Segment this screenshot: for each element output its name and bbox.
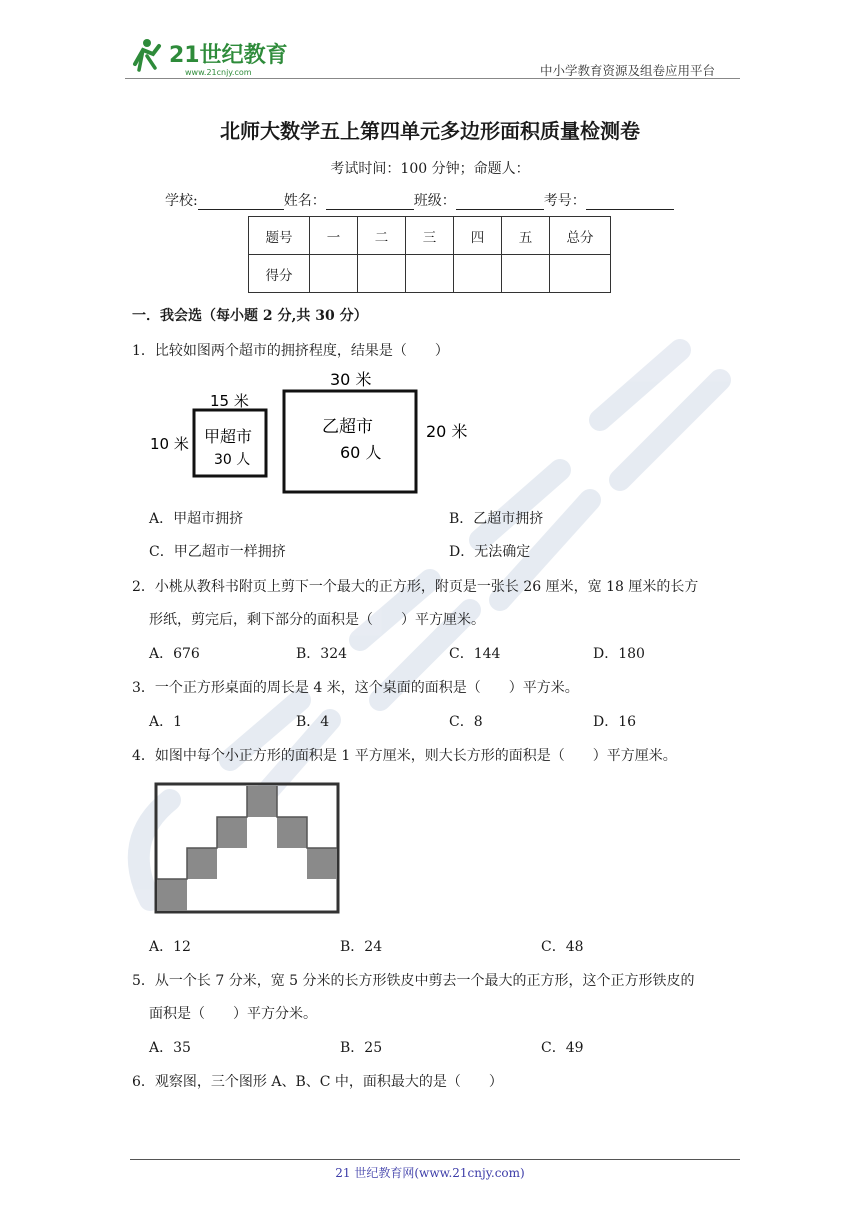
name-blank [326, 195, 414, 210]
score-cell: 总分 [550, 217, 611, 255]
option-b[interactable]: B．乙超市拥挤 [449, 511, 544, 527]
question-5 [132, 970, 695, 990]
supermarket-b-rect [284, 391, 416, 492]
question-number: 1． [132, 343, 155, 359]
footer-link[interactable]: 21 世纪教育网(www.21cnjy.com) [335, 1166, 525, 1180]
option-c[interactable]: C．144 [449, 646, 501, 662]
question-number: 6． [132, 1074, 155, 1090]
score-cell: 二 [358, 217, 406, 255]
score-value-row [249, 255, 611, 293]
question-text: 观察图，三个图形 A、B、C 中，面积最大的是（ ） [154, 1074, 503, 1090]
score-blank-cell[interactable] [454, 255, 502, 293]
supermarket-figure [140, 360, 480, 500]
option-c[interactable]: C．48 [541, 939, 584, 955]
question-number: 4． [132, 748, 155, 764]
score-cell: 五 [502, 217, 550, 255]
question-6 [132, 1071, 503, 1091]
shaded-square [157, 879, 187, 911]
score-cell: 一 [310, 217, 358, 255]
school-label: 学校: [165, 193, 198, 209]
student-info-line [165, 190, 674, 210]
question-text: 比较如图两个超市的拥挤程度，结果是（ ） [154, 343, 449, 359]
shaded-square [217, 817, 247, 848]
footer-divider [130, 1159, 740, 1160]
header-platform-text: 中小学教育资源及组卷应用平台 [540, 63, 716, 78]
question-text: 小桃从教科书附页上剪下一个最大的正方形，附页是一张长 26 厘米，宽 18 厘米的长方 [154, 579, 699, 595]
exam-subtitle: 考试时间：100 分钟；命题人： [330, 161, 530, 177]
option-c[interactable]: C．甲乙超市一样拥挤 [149, 544, 286, 560]
section-title: 一．我会选（每小题 2 分,共 30 分） [132, 308, 368, 324]
logo [125, 34, 295, 78]
option-c[interactable]: C．8 [449, 714, 483, 730]
number-blank [586, 195, 674, 210]
score-cell: 四 [454, 217, 502, 255]
question-4 [132, 745, 677, 765]
b-people: 60 人 [340, 443, 382, 462]
option-b[interactable]: B．4 [296, 714, 330, 730]
option-a[interactable]: A．676 [149, 646, 200, 662]
a-width-label: 15 米 [210, 392, 249, 410]
school-blank [198, 195, 284, 210]
option-d[interactable]: D．无法确定 [449, 544, 531, 560]
question-2 [132, 576, 698, 596]
score-blank-cell[interactable] [502, 255, 550, 293]
b-height-label: 20 米 [426, 422, 468, 441]
number-label: 考号： [543, 193, 586, 209]
score-blank-cell[interactable] [550, 255, 611, 293]
option-a[interactable]: A．1 [149, 714, 183, 730]
score-row-label: 得分 [249, 255, 310, 293]
question-text: 如图中每个小正方形的面积是 1 平方厘米，则大长方形的面积是（ ）平方厘米。 [154, 748, 677, 764]
option-a[interactable]: A．35 [149, 1040, 191, 1056]
score-blank-cell[interactable] [358, 255, 406, 293]
a-height-label: 10 米 [150, 435, 189, 453]
option-d[interactable]: D．180 [593, 646, 645, 662]
class-label: 班级： [413, 193, 456, 209]
option-b[interactable]: B．25 [340, 1040, 383, 1056]
score-blank-cell[interactable] [406, 255, 454, 293]
question-number: 3． [132, 680, 155, 696]
question-2-line-2: 形纸，剪完后，剩下部分的面积是（ ）平方厘米。 [149, 612, 485, 628]
option-d[interactable]: D．16 [593, 714, 637, 730]
header-divider [125, 78, 740, 79]
score-header-row [249, 217, 611, 255]
score-blank-cell[interactable] [310, 255, 358, 293]
option-c[interactable]: C．49 [541, 1040, 584, 1056]
score-cell: 题号 [249, 217, 310, 255]
question-1 [132, 340, 449, 360]
grid-rectangle-figure [150, 780, 345, 916]
b-name: 乙超市 [322, 417, 373, 437]
shaded-square [307, 848, 337, 879]
question-text: 从一个长 7 分米，宽 5 分米的长方形铁皮中剪去一个最大的正方形，这个正方形铁皮的 [154, 973, 695, 989]
question-text: 一个正方形桌面的周长是 4 米，这个桌面的面积是（ ）平方米。 [154, 680, 579, 696]
shaded-square [247, 786, 277, 817]
b-width-label: 30 米 [330, 370, 372, 389]
option-a[interactable]: A．12 [149, 939, 191, 955]
a-people: 30 人 [214, 452, 251, 468]
question-5-line-2: 面积是（ ）平方分米。 [149, 1006, 317, 1022]
option-a[interactable]: A．甲超市拥挤 [149, 511, 244, 527]
question-number: 5． [132, 973, 155, 989]
shaded-square [277, 817, 307, 848]
name-label: 姓名： [283, 193, 326, 209]
question-number: 2． [132, 579, 155, 595]
logo-text: 21世纪教育 [169, 43, 288, 68]
page-title: 北师大数学五上第四单元多边形面积质量检测卷 [220, 119, 640, 143]
a-name: 甲超市 [204, 427, 253, 446]
question-3 [132, 677, 579, 697]
shaded-square [187, 848, 217, 879]
option-b[interactable]: B．324 [296, 646, 348, 662]
class-blank [456, 195, 544, 210]
logo-url: www.21cnjy.com [185, 68, 252, 77]
option-b[interactable]: B．24 [340, 939, 383, 955]
score-table [248, 216, 611, 293]
score-cell: 三 [406, 217, 454, 255]
